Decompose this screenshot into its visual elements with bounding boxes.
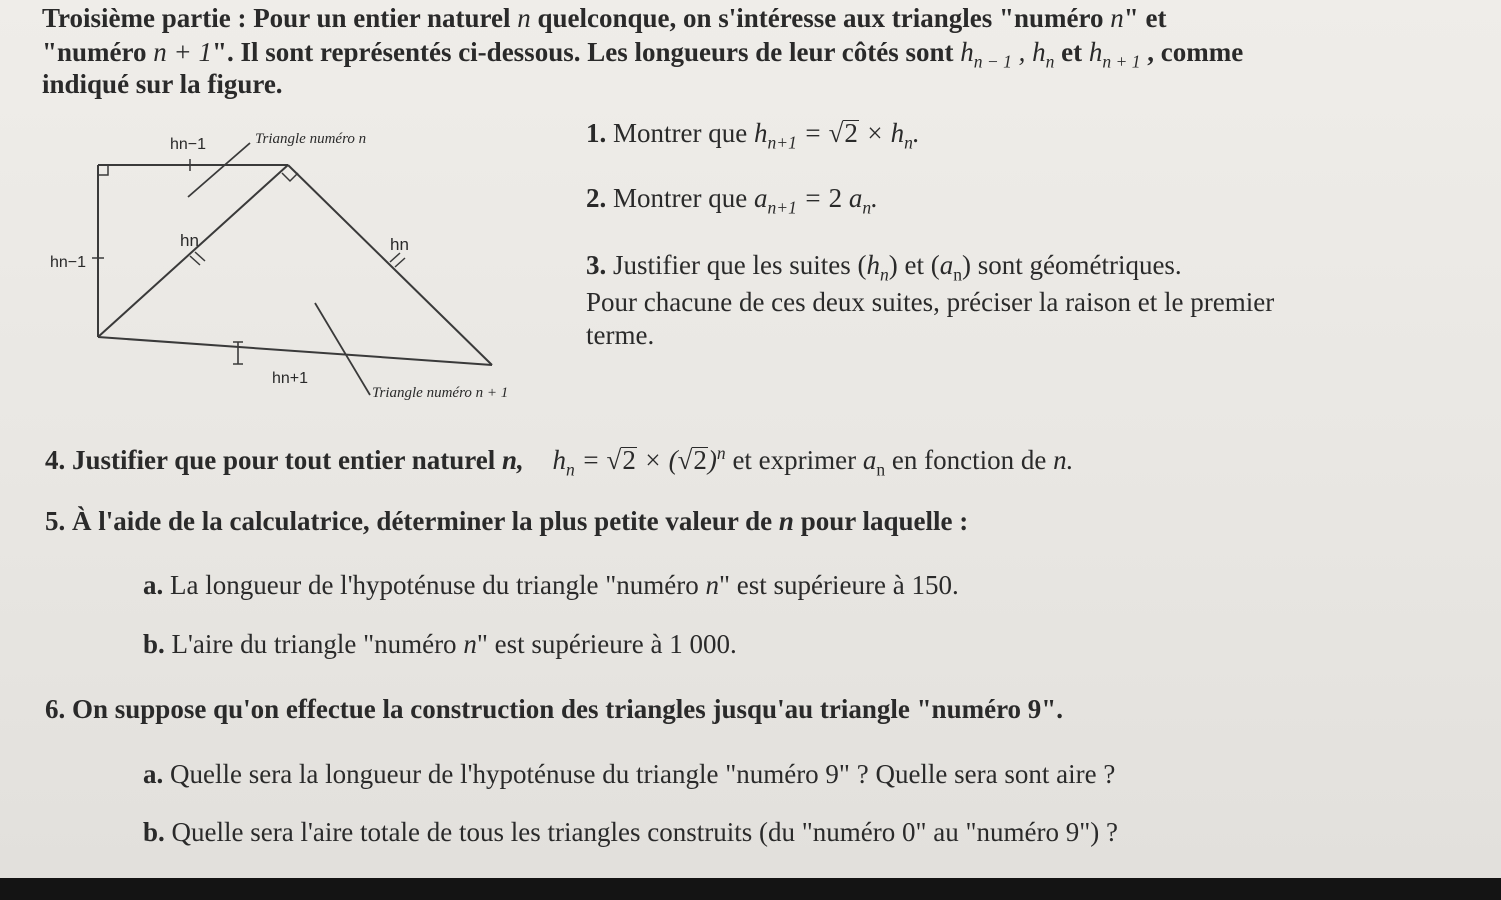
- intro-line-3: indiqué sur la figure.: [42, 69, 283, 99]
- hypotenuse-triangle-n: [98, 165, 288, 337]
- label-triangle-n-plus-1: Triangle numéro n + 1: [372, 385, 509, 401]
- formula-h-recurrence: $h_{n+1} = √2 \times h_n$.: [753, 118, 920, 153]
- question-5a: [143, 569, 959, 601]
- tick-mark: [195, 252, 205, 261]
- tick-mark: [190, 256, 200, 265]
- sequences-h-a: $(h_n)$ et $(a_n)$: [857, 250, 971, 285]
- pointer-triangle-n1: [315, 303, 370, 395]
- formula-a-recurrence: $a_{n+1} = 2$ $a_n$.: [753, 183, 878, 218]
- question-text: en fonction de: [891, 445, 1047, 475]
- question-text: sont géométriques.: [977, 250, 1182, 280]
- var-a-n: a: [862, 445, 877, 475]
- intro-text: Troisième partie : Pour un entier naturel: [42, 3, 518, 33]
- tick-mark: [390, 253, 400, 262]
- question-text: Justifier que pour tout entier naturel: [72, 445, 496, 475]
- var-n: n,: [502, 445, 524, 475]
- question-number: 2.: [586, 183, 607, 213]
- question-2: [586, 182, 878, 218]
- sides-list: $h_{n - 1}$ , $h_n$ et $h_{n + 1}$: [960, 37, 1141, 72]
- question-text: " est supérieure à 1 000.: [476, 629, 737, 659]
- var-n: n: [463, 629, 477, 659]
- question-number: 4.: [45, 445, 66, 475]
- var-n: n: [517, 3, 531, 33]
- right-angle-mark: [98, 165, 108, 175]
- hypotenuse-triangle-n1: [98, 337, 492, 365]
- question-4: 4. Justifier que pour tout entier naturel n, $h_n = √2 \times (√2)^n$ et exprimer $a_n$ en fonction de n.: [45, 443, 1074, 480]
- question-text: Montrer que: [613, 183, 748, 213]
- question-1: [586, 117, 920, 153]
- question-3-line-3: terme.: [586, 320, 655, 350]
- question-text: Quelle sera la longueur de l'hypoténuse du triangle "numéro 9" ? Quelle sera sont aire ?: [170, 759, 1116, 789]
- intro-text: ". Il sont représentés ci-dessous. Les longueurs de leur côtés sont: [211, 37, 961, 67]
- question-text: À l'aide de la calculatrice, déterminer la plus petite valeur de: [72, 506, 773, 536]
- question-5: [45, 505, 968, 537]
- question-text: pour laquelle :: [800, 506, 969, 536]
- question-number: 6.: [45, 694, 66, 724]
- var-n: n: [1110, 3, 1124, 33]
- intro-line-2: [42, 36, 1244, 72]
- question-text: On suppose qu'on effectue la construction des triangles jusqu'au triangle "numéro 9".: [72, 694, 1064, 724]
- formula-h-explicit: $h_n = √2 \times (√2)^n$: [552, 443, 726, 480]
- label-h-n-left: hn: [180, 231, 199, 250]
- question-3-line-2: Pour chacune de ces deux suites, préciser la raison et le premier: [586, 287, 1275, 317]
- question-text: L'aire du triangle "numéro: [171, 629, 457, 659]
- question-text: " est supérieure à 150.: [719, 570, 959, 600]
- question-text: Justifier que les suites: [613, 250, 851, 280]
- label-h-n-plus-1: hn+1: [272, 370, 309, 387]
- question-number: 3.: [586, 250, 607, 280]
- question-6b: [143, 816, 1118, 848]
- label-triangle-n: Triangle numéro n: [255, 131, 367, 147]
- var-n: n.: [1053, 445, 1074, 475]
- question-text: et exprimer: [732, 445, 857, 475]
- expr-n-plus-1: n + 1: [153, 37, 212, 67]
- triangles-figure: [40, 125, 580, 410]
- subquestion-label: b.: [143, 629, 165, 659]
- question-text: La longueur de l'hypoténuse du triangle "numéro: [170, 570, 699, 600]
- intro-line-1: [42, 2, 1166, 34]
- question-6a: [143, 758, 1115, 790]
- question-text: Montrer que: [613, 118, 748, 148]
- intro-text: , comme: [1140, 37, 1244, 67]
- question-number: 1.: [586, 118, 607, 148]
- question-number: 5.: [45, 506, 66, 536]
- tick-mark: [395, 258, 405, 267]
- right-angle-mark: [282, 173, 298, 181]
- question-6: [45, 693, 1063, 725]
- label-left-h-n-minus-1: hn−1: [50, 254, 87, 271]
- intro-text: quelconque, on s'intéresse aux triangles "numéro: [530, 3, 1111, 33]
- label-top-h-n-minus-1: hn−1: [170, 136, 207, 153]
- question-3: [586, 249, 1182, 285]
- question-text: Quelle sera l'aire totale de tous les triangles construits (du "numéro 0" au "numéro 9") ?: [171, 817, 1118, 847]
- right-slanted-side: [288, 165, 492, 365]
- cursor-mark: [233, 342, 243, 364]
- intro-text: "numéro: [42, 37, 154, 67]
- question-5b: [143, 628, 737, 660]
- var-n: n: [778, 506, 794, 536]
- photo-bottom-edge: [0, 878, 1501, 900]
- subquestion-label: a.: [143, 759, 164, 789]
- var-n: n: [705, 570, 719, 600]
- intro-text: " et: [1123, 3, 1167, 33]
- subquestion-label: b.: [143, 817, 165, 847]
- label-h-n-right: hn: [390, 235, 409, 254]
- subquestion-label: a.: [143, 570, 164, 600]
